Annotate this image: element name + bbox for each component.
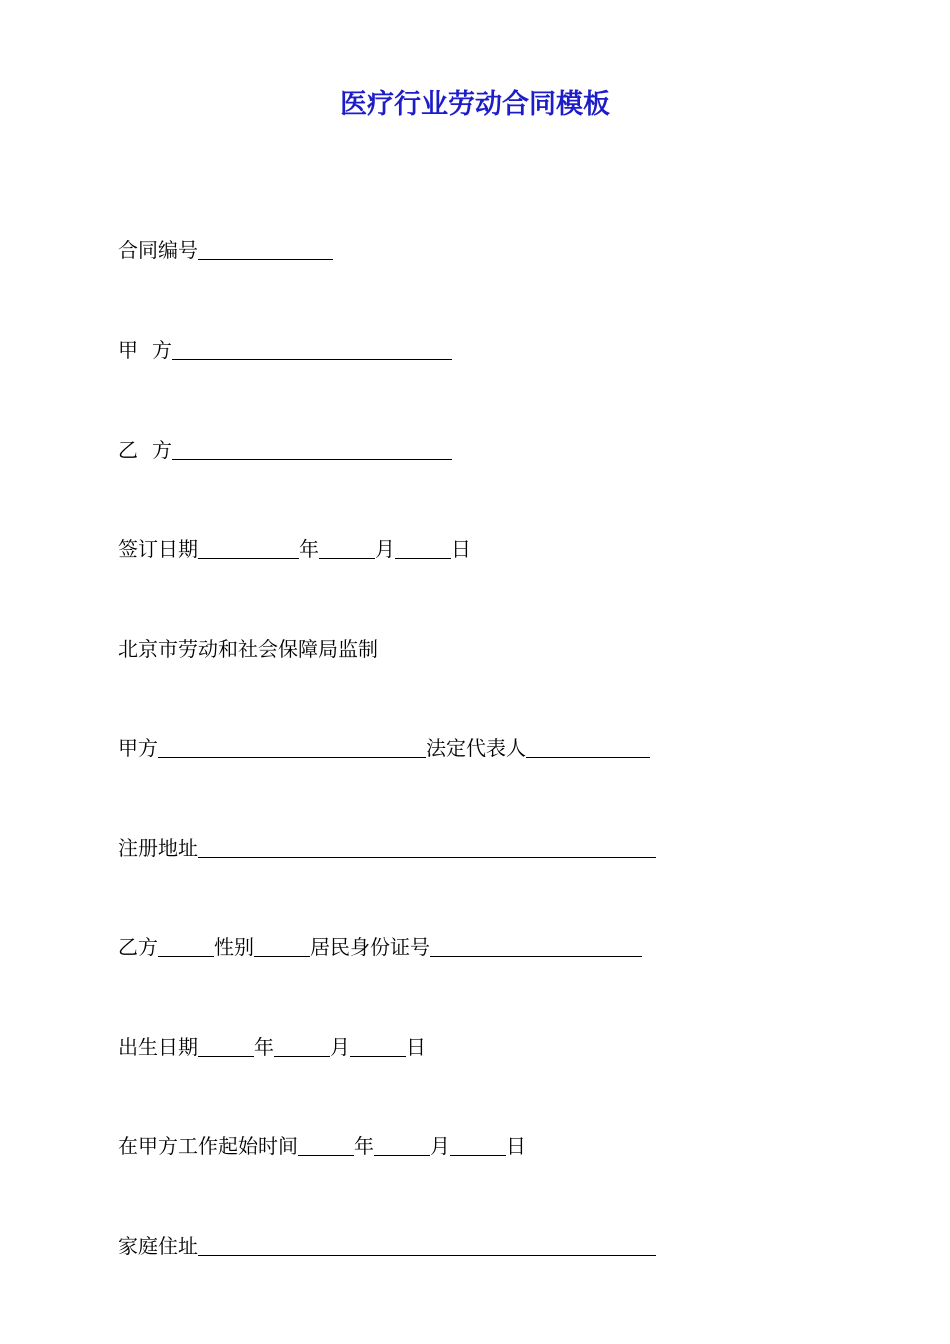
birth-year-label: 年 [254, 1035, 274, 1059]
party-a-line [118, 336, 452, 364]
reg-address-line [118, 834, 656, 862]
gender-label: 性别 [214, 935, 254, 959]
work-start-year-label: 年 [354, 1134, 374, 1158]
legal-rep-label: 法定代表人 [426, 736, 526, 760]
home-address-blank[interactable] [198, 1254, 656, 1256]
home-address-label: 家庭住址 [118, 1234, 198, 1258]
birth-year-blank[interactable] [198, 1055, 254, 1057]
supervisor-text: 北京市劳动和社会保障局监制 [118, 637, 378, 661]
sign-month-blank[interactable] [319, 557, 375, 559]
document-title: 医疗行业劳动合同模板 [340, 89, 610, 120]
contract-number-blank[interactable] [198, 258, 333, 260]
party-b-line [118, 436, 452, 464]
birth-month-label: 月 [330, 1035, 350, 1059]
birth-month-blank[interactable] [274, 1055, 330, 1057]
work-start-label: 在甲方工作起始时间 [118, 1134, 298, 1158]
work-start-day-label: 日 [506, 1134, 526, 1158]
birth-date-label: 出生日期 [118, 1035, 198, 1059]
contract-number-line [118, 236, 333, 264]
party-a-blank[interactable] [172, 358, 452, 360]
party-b-label-1: 乙 [118, 438, 138, 462]
party-a-detail-blank[interactable] [158, 756, 426, 758]
party-b-blank[interactable] [172, 458, 452, 460]
reg-address-blank[interactable] [198, 856, 656, 858]
reg-address-label: 注册地址 [118, 836, 198, 860]
work-start-line [118, 1132, 526, 1160]
work-start-month-blank[interactable] [374, 1154, 430, 1156]
id-number-blank[interactable] [430, 955, 642, 957]
sign-date-line [118, 535, 471, 563]
sign-month-label: 月 [375, 537, 395, 561]
work-start-year-blank[interactable] [298, 1154, 354, 1156]
party-b-detail-label: 乙方 [118, 935, 158, 959]
sign-day-blank[interactable] [395, 557, 451, 559]
sign-year-blank[interactable] [198, 557, 299, 559]
home-address-line [118, 1232, 656, 1260]
contract-number-label: 合同编号 [118, 238, 198, 262]
sign-date-label: 签订日期 [118, 537, 198, 561]
work-start-day-blank[interactable] [450, 1154, 506, 1156]
birth-day-blank[interactable] [350, 1055, 406, 1057]
party-b-detail-line [118, 933, 642, 961]
id-number-label: 居民身份证号 [310, 935, 430, 959]
party-b-label-2: 方 [152, 438, 172, 462]
party-a-detail-label: 甲方 [118, 736, 158, 760]
supervisor-line [118, 635, 378, 663]
party-a-label-2: 方 [152, 338, 172, 362]
legal-rep-blank[interactable] [526, 756, 650, 758]
birth-date-line [118, 1033, 426, 1061]
party-a-detail-line [118, 734, 650, 762]
birth-day-label: 日 [406, 1035, 426, 1059]
gender-blank[interactable] [254, 955, 310, 957]
sign-day-label: 日 [451, 537, 471, 561]
work-start-month-label: 月 [430, 1134, 450, 1158]
party-b-name-blank[interactable] [158, 955, 214, 957]
sign-year-label: 年 [299, 537, 319, 561]
party-a-label-1: 甲 [118, 338, 138, 362]
